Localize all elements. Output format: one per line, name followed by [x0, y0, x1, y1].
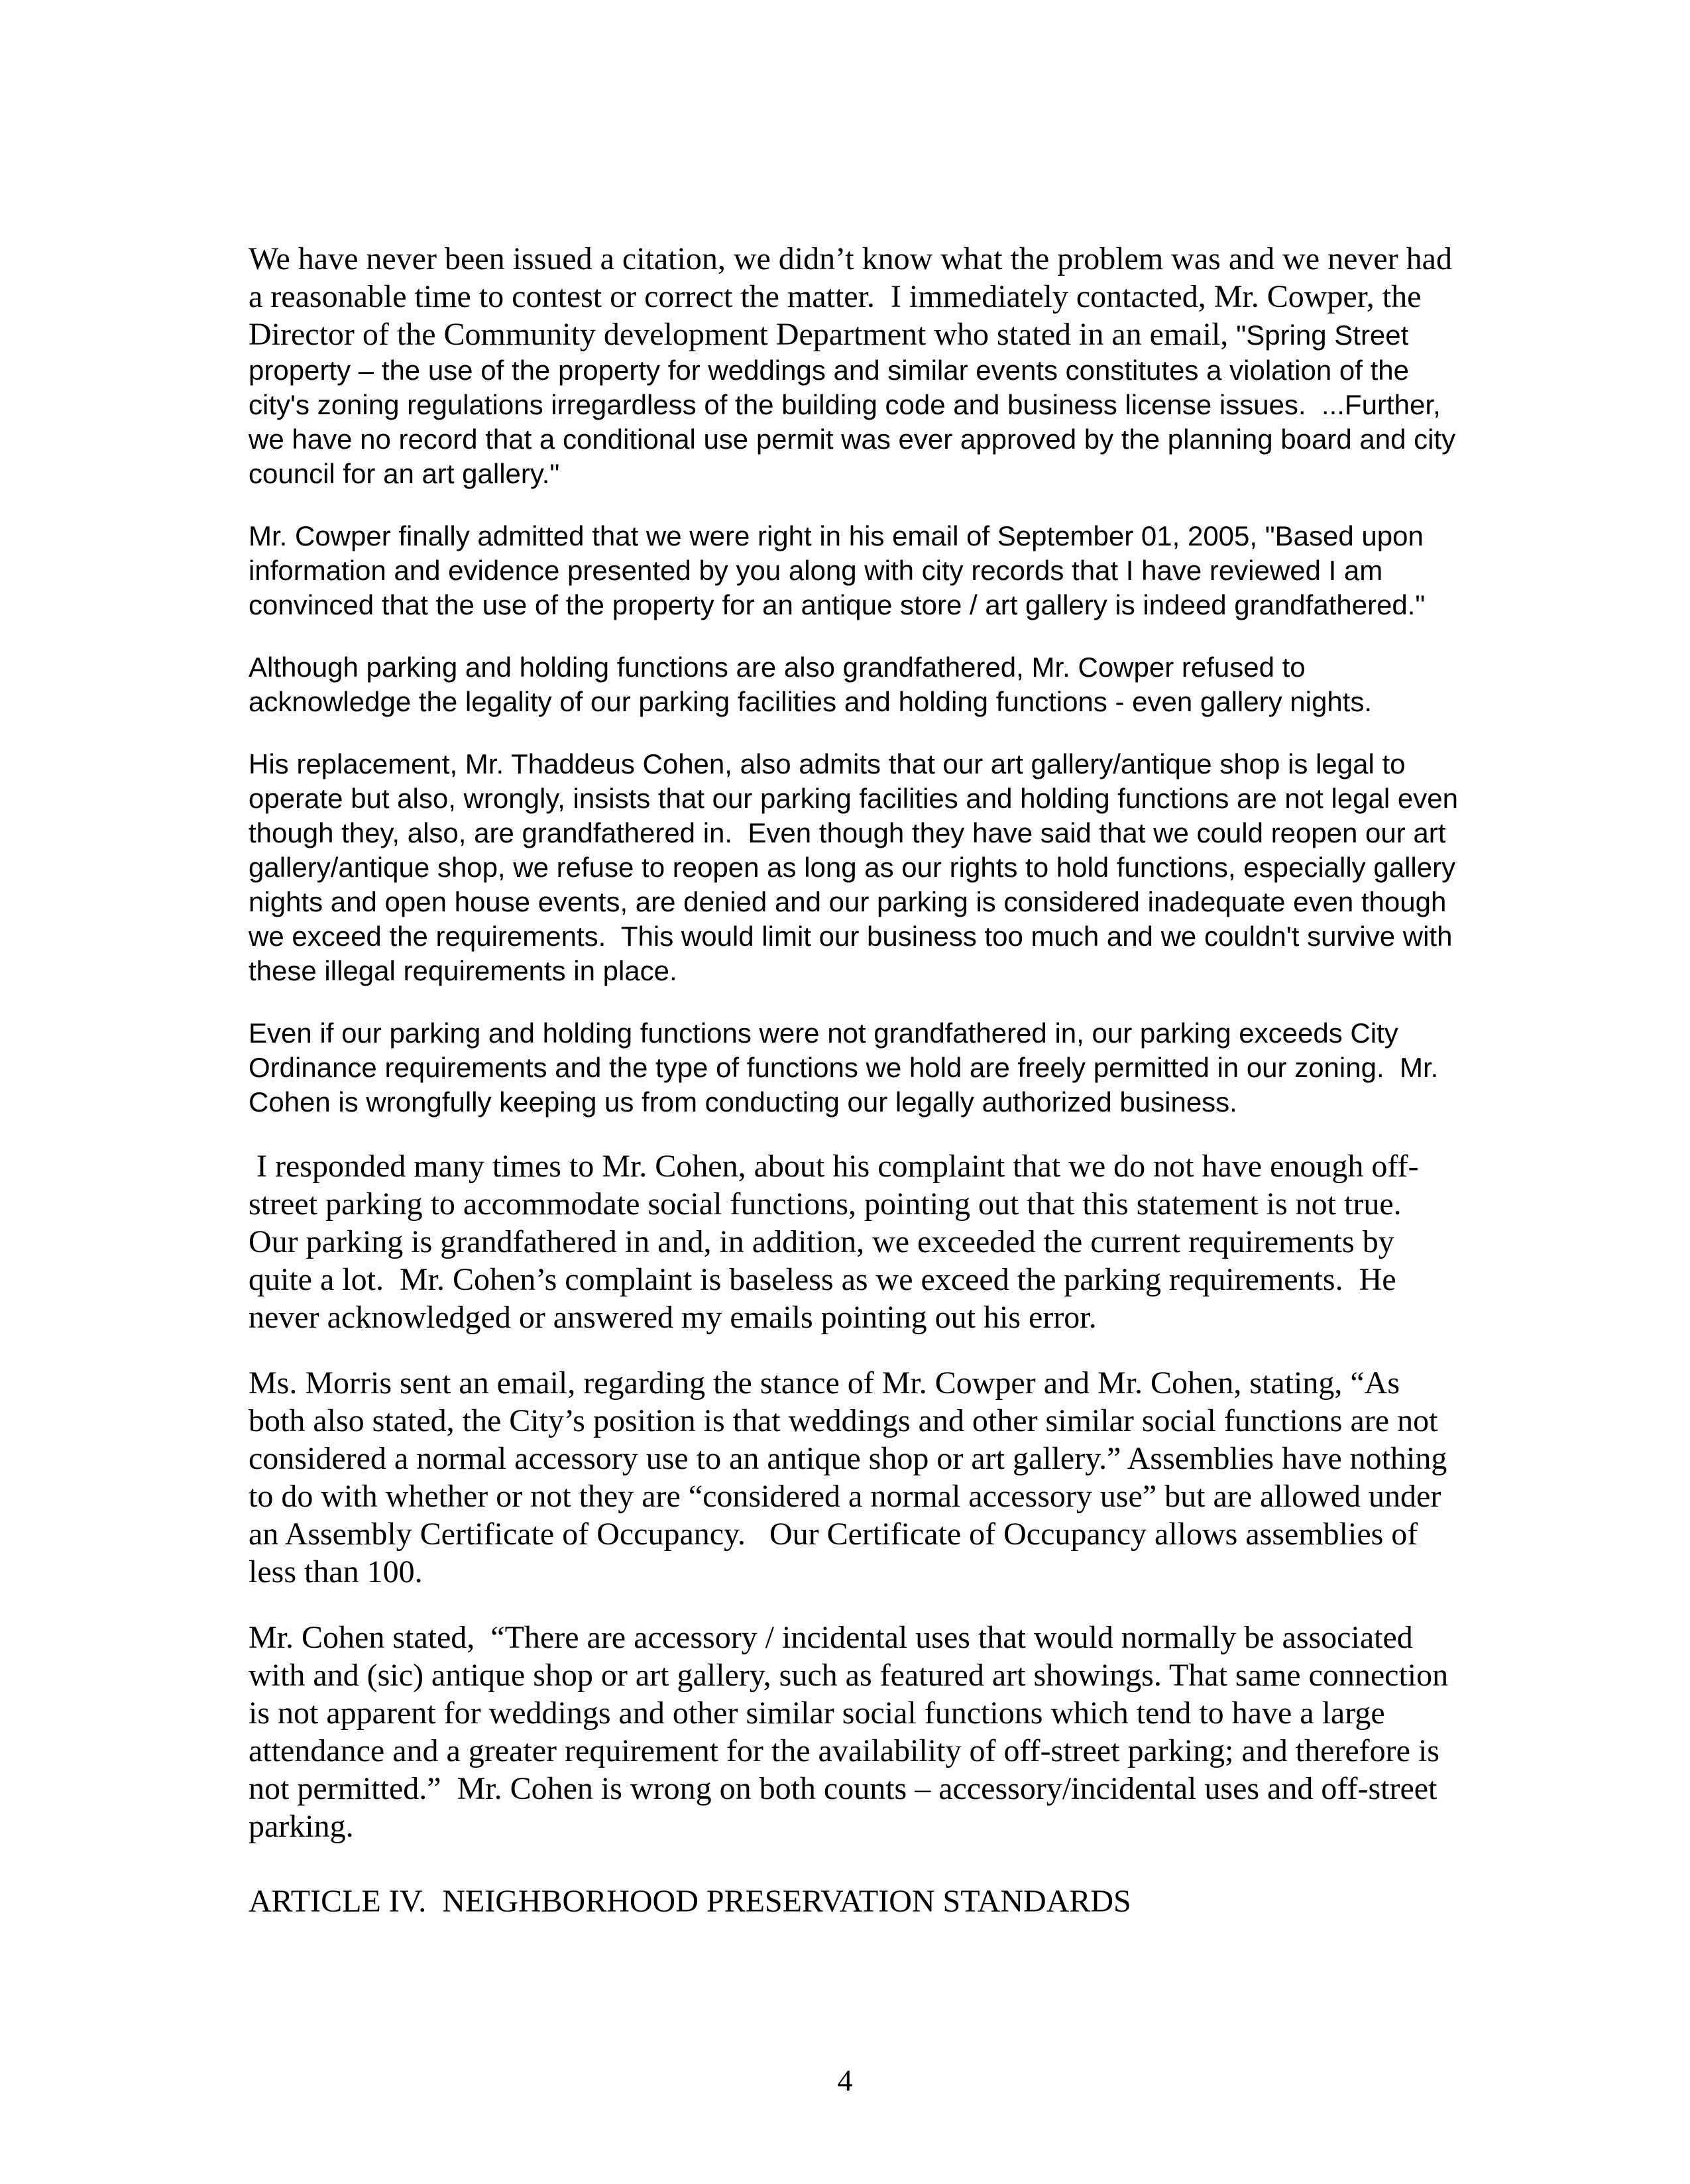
article-heading: ARTICLE IV. NEIGHBORHOOD PRESERVATION STANDARDS — [249, 1884, 1131, 1919]
page-number: 4 — [837, 2063, 853, 2097]
paragraph-1-serif-text: We have never been issued a citation, we didn’t know what the problem was and we never had a reasonable time to contest or correct the matter. I immediately contacted, Mr. Cowper, the Director of the Community development Department who stated in an email, — [249, 241, 1460, 352]
paragraph-2: Mr. Cowper finally admitted that we were right in his email of September 01, 2005, "Based upon information and evidence presented by you along with city records that I have reviewed I am convinced that the use of the property for an antique store / art gallery is indeed grandfathered." — [249, 520, 1432, 620]
paragraph-4: His replacement, Mr. Thaddeus Cohen, also admits that our art gallery/antique shop is legal to operate but also, wrongly, insists that our parking facilities and holding functions are not legal even though they, also, are grandfathered in. Even though they have said that we could reopen our art gallery/antique shop, we refuse to reopen as long as our rights to hold functions, especially gallery nights and open house events, are denied and our parking is considered inadequate even though we exceed the requirements. This would limit our business too much and we couldn't survive with these illegal requirements in place. — [249, 748, 1466, 986]
paragraph-1-email-quote-text: "Spring Street property – the use of the property for weddings and similar events constitutes a violation of the city's zoning regulations irregardless of the building code and business license issues. ...Further, we have no record that a conditional use permit was ever approved by the planning board and city council for an art gallery." — [249, 319, 1463, 489]
paragraph-7: Ms. Morris sent an email, regarding the stance of Mr. Cowper and Mr. Cohen, stating, “As both also stated, the City’s position is that weddings and other similar social functions are not considered a normal accessory use to an antique shop or art gallery.” Assemblies have nothing to do with whether or not they are “considered a normal accessory use” but are allowed under an Assembly Certificate of Occupancy. Our Certificate of Occupancy allows assemblies of less than 100. — [249, 1365, 1455, 1589]
paragraph-5: Even if our parking and holding functions were not grandfathered in, our parking exceeds City Ordinance requirements and the type of functions we hold are freely permitted in our zoning. Mr. Cohen is wrongfully keeping us from conducting our legally authorized business. — [249, 1017, 1446, 1118]
paragraph-1 — [249, 240, 1461, 491]
paragraph-3: Although parking and holding functions are also grandfathered, Mr. Cowper refused to acknowledge the legality of our parking facilities and holding functions - even gallery nights. — [249, 652, 1373, 717]
paragraph-6: I responded many times to Mr. Cohen, about his complaint that we do not have enough off-street parking to accommodate social functions, pointing out that this statement is not true. Our parking is grandfathered in and, in addition, we exceeded the current requirements by quite a lot. Mr. Cohen’s complaint is baseless as we exceed the parking requirements. He never acknowledged or answered my emails pointing out his error. — [249, 1149, 1419, 1335]
paragraph-8: Mr. Cohen stated, “There are accessory / incidental uses that would normally be associated with and (sic) antique shop or art gallery, such as featured art showings. That same connection is not apparent for weddings and other similar social functions which tend to have a large attendance and a greater requirement for the availability of off-street parking; and therefore is not permitted.” Mr. Cohen is wrong on both counts – accessory/incidental uses and off-street parking. — [249, 1620, 1457, 1844]
document-body — [249, 240, 1466, 1920]
